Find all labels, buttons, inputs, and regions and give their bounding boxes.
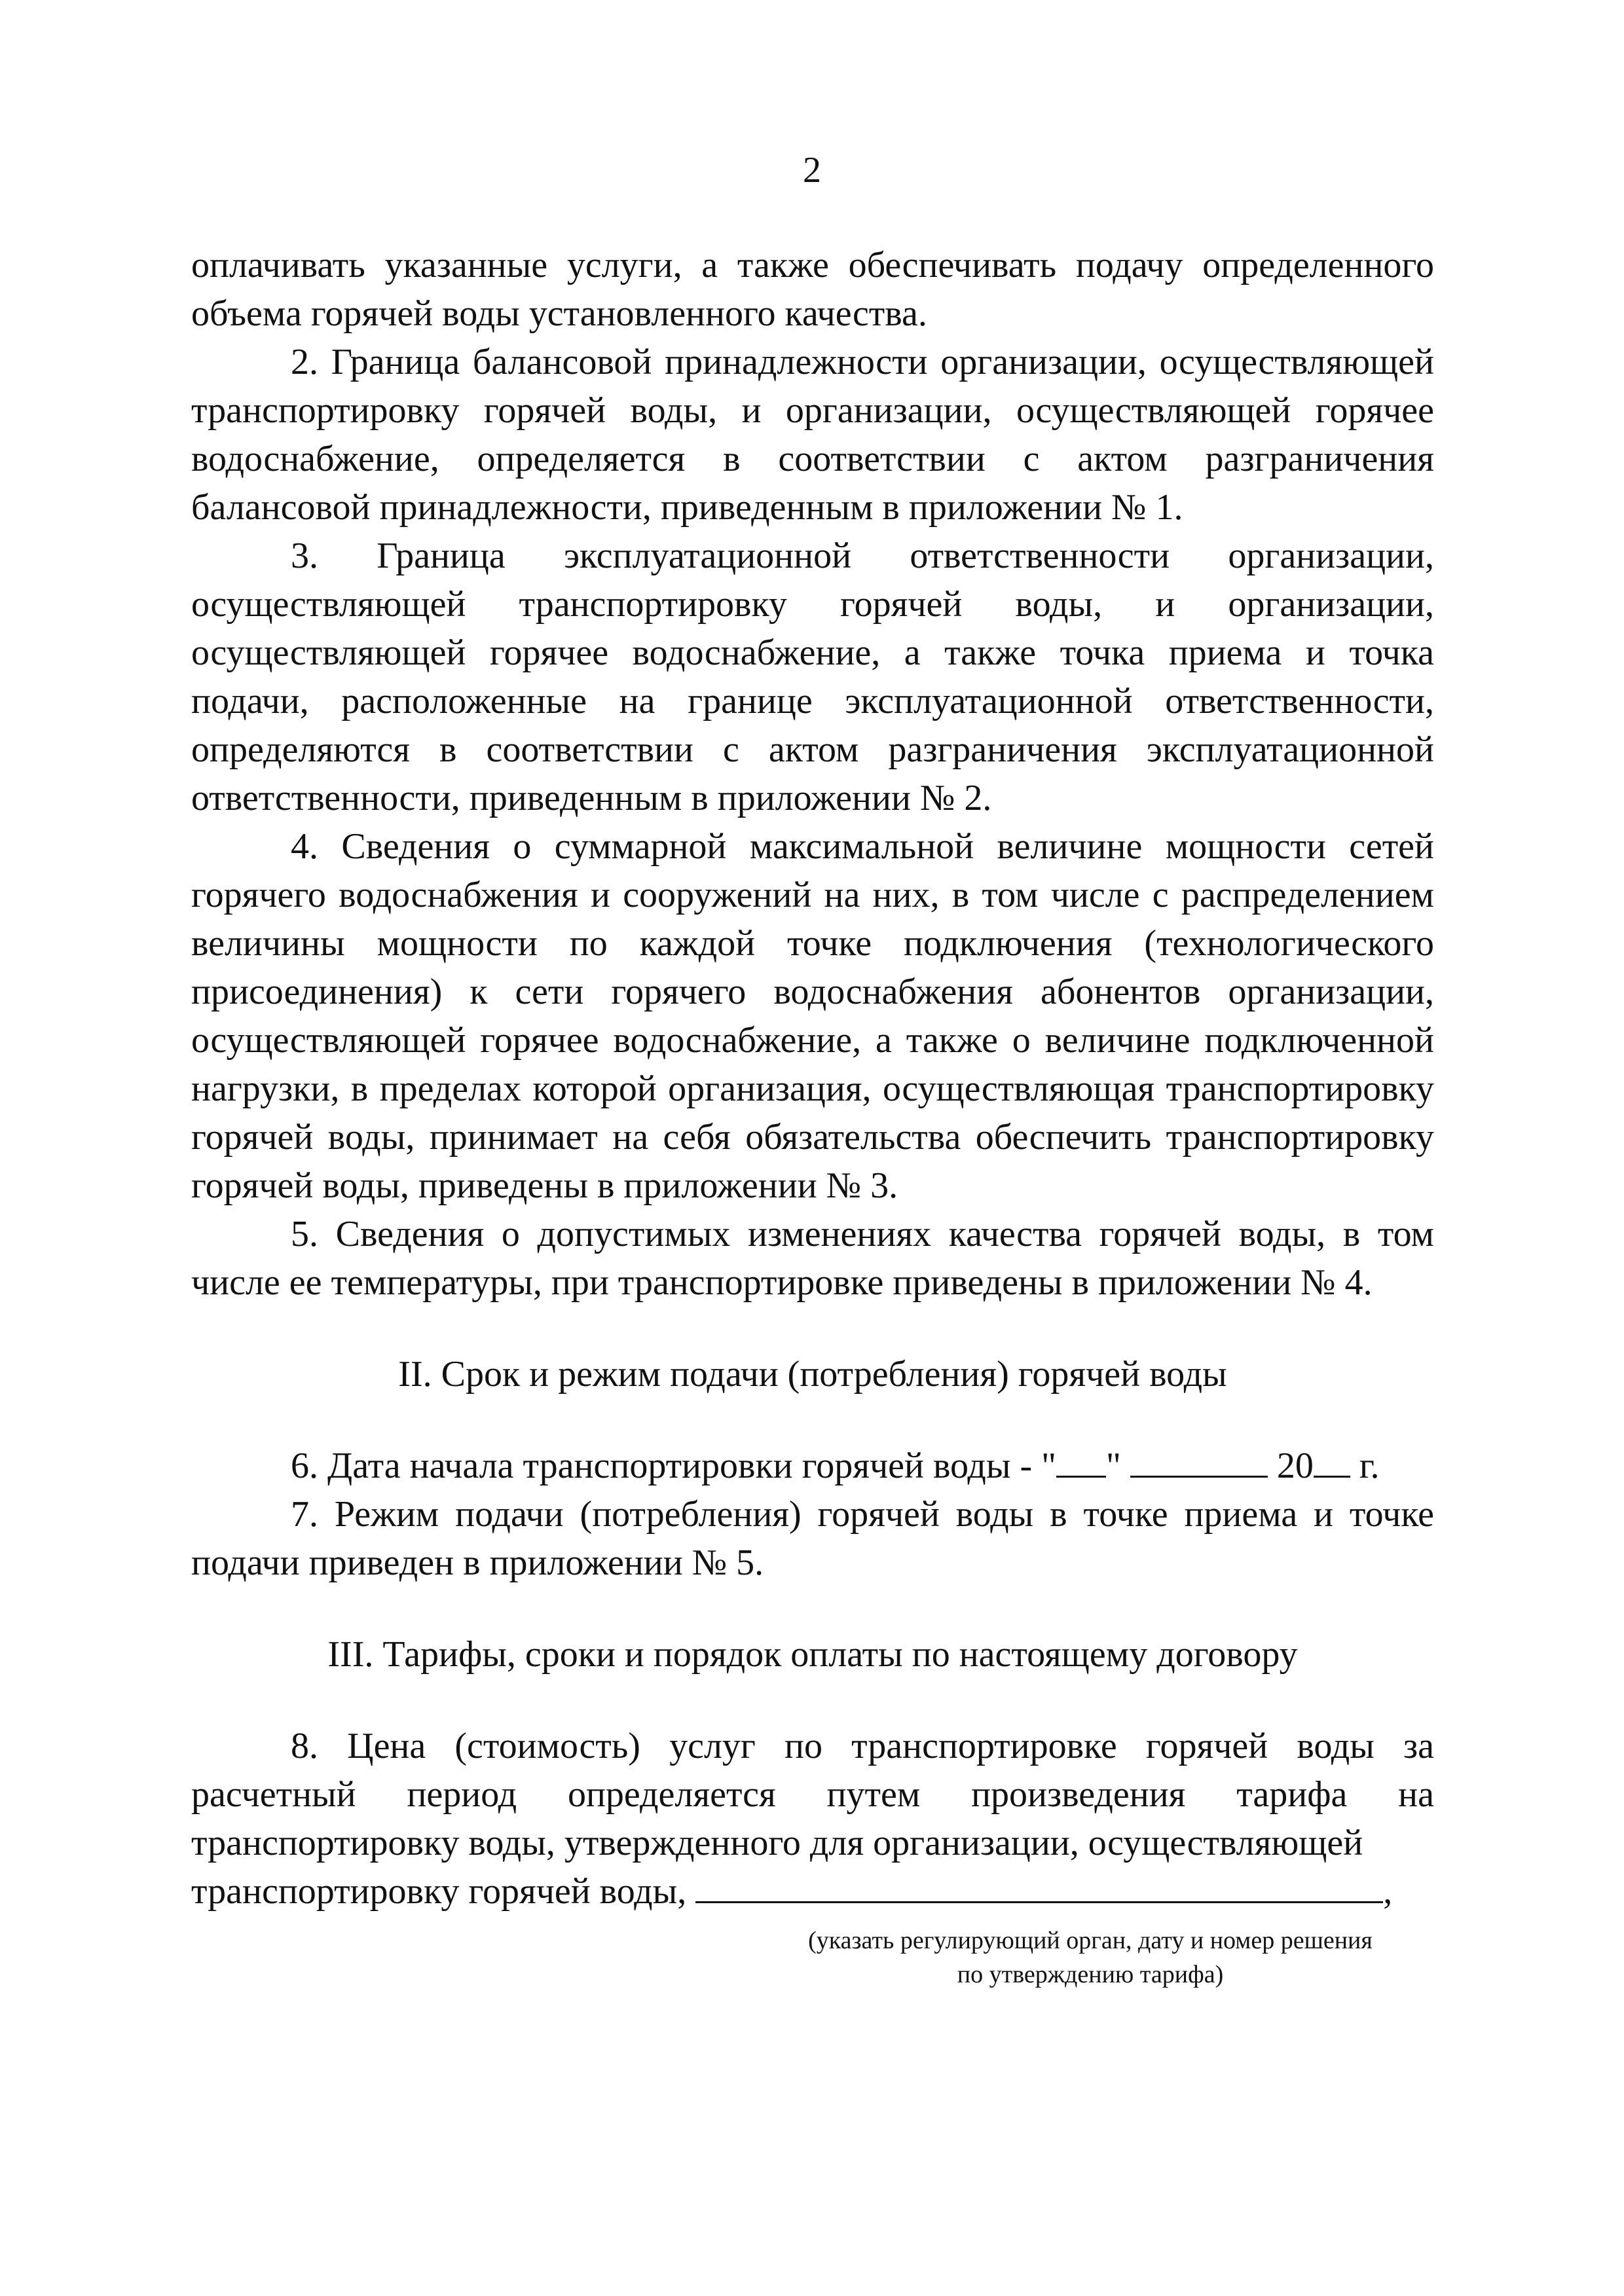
footnote-line-1: (указать регулирующий орган, дату и номер решения <box>808 1927 1373 1954</box>
year-prefix: 20 <box>1276 1446 1314 1486</box>
quote-close: " <box>1106 1446 1121 1486</box>
paragraph-8-comma: , <box>1383 1871 1393 1912</box>
paragraph-8: 8. Цена (стоимость) услуг по транспортировке горячей воды за расчетный период определяется путем произведения тарифа на транспортировку воды, утвержденного для организации, осуществляющей <box>191 1726 1434 1863</box>
paragraph-2: 2. Граница балансовой принадлежности организации, осуществляющей транспортировку горячей воды, и организации, осуществляющей горячее водоснабжение, определяется в соответствии с актом разграничения балансовой принадлежности, приведенным в приложении № 1. <box>191 342 1434 528</box>
footnote-line-2: по утверждению тарифа) <box>957 1961 1224 1988</box>
day-blank <box>1056 1442 1106 1478</box>
year-blank <box>1314 1442 1350 1478</box>
paragraph-8-last-line <box>191 1867 1434 1916</box>
year-suffix: г. <box>1350 1446 1380 1486</box>
section-2-heading: II. Срок и режим подачи (потребления) горячей воды <box>398 1354 1227 1394</box>
paragraph-6-text: 6. Дата начала транспортировки горячей воды - " <box>291 1446 1057 1486</box>
blank-footnote <box>191 1923 1434 1992</box>
paragraph-4: 4. Сведения о суммарной максимальной величине мощности сетей горячего водоснабжения и сооружений на них, в том числе с распределением величины мощности по каждой точке подключения (технологического присоединения) к сети горячего водоснабжения абонентов организации, осуществляющей горячее водоснабжение, а также о величине подключенной нагрузки, в пределах которой организация, осуществляющая транспортировку горячей воды, принимает на себя обязательства обеспечить транспортировку горячей воды, приведены в приложении № 3. <box>191 826 1434 1206</box>
paragraph-continuation: оплачивать указанные услуги, а также обеспечивать подачу определенного объема горячей воды установленного качества. <box>191 245 1434 334</box>
paragraph-3: 3. Граница эксплуатационной ответственности организации, осуществляющей транспортировку горячей воды, и организации, осуществляющей горячее водоснабжение, а также точка приема и точка подачи, расположенные на границе эксплуатационной ответственности, определяются в соответствии с актом разграничения эксплуатационной ответственности, приведенным в приложении № 2. <box>191 536 1434 818</box>
paragraph-6 <box>191 1442 1434 1490</box>
section-3-heading: III. Тарифы, сроки и порядок оплаты по настоящему договору <box>327 1634 1298 1675</box>
page-number: 2 <box>803 150 821 191</box>
document-body <box>191 241 1434 1992</box>
paragraph-8-last-text: транспортировку горячей воды, <box>191 1871 687 1912</box>
paragraph-7: 7. Режим подачи (потребления) горячей воды в точке приема и точке подачи приведен в приложении № 5. <box>191 1494 1434 1583</box>
paragraph-5: 5. Сведения о допустимых изменениях качества горячей воды, в том числе ее температуры, при транспортировке приведены в приложении № 4. <box>191 1214 1434 1303</box>
month-blank <box>1130 1442 1268 1478</box>
tariff-authority-blank <box>695 1867 1383 1903</box>
